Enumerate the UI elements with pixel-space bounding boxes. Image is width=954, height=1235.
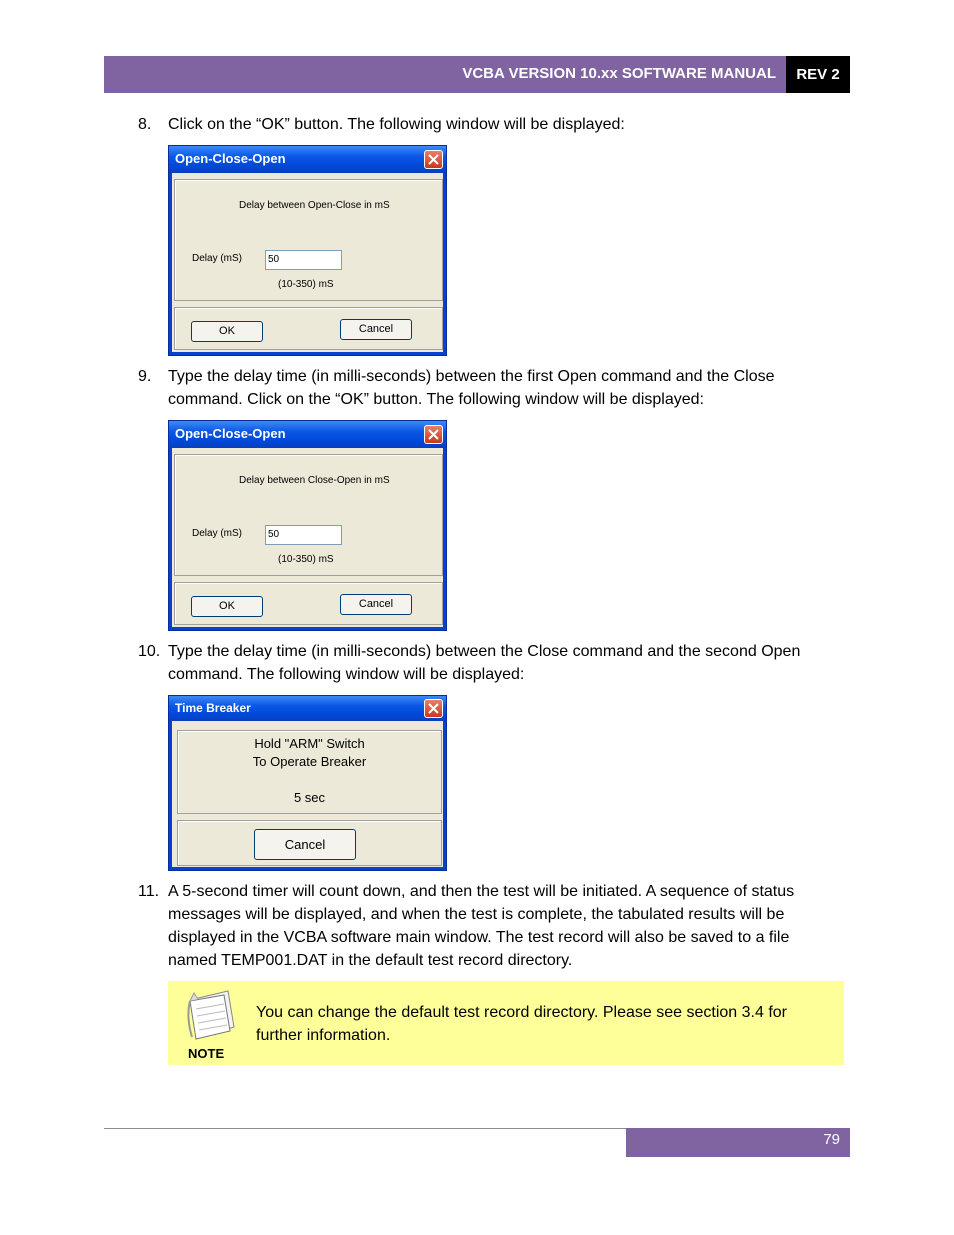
titlebar: [169, 696, 446, 721]
header-bar: [104, 56, 786, 93]
note-box: [168, 981, 844, 1065]
close-icon: [428, 703, 439, 714]
dialog-open-close-open-2: [168, 420, 447, 631]
close-button[interactable]: [424, 699, 443, 718]
close-icon: [428, 429, 439, 440]
message-panel: [177, 730, 442, 814]
range-hint: (10-350) mS: [278, 554, 334, 565]
dialog-title: Open-Close-Open: [175, 151, 286, 166]
countdown-timer: 5 sec: [293, 790, 326, 805]
page-number: 79: [823, 1131, 840, 1148]
dialog-client: [172, 448, 443, 627]
manual-title: VCBA VERSION 10.xx SOFTWARE MANUAL: [462, 65, 776, 82]
dialog-title: Time Breaker: [175, 701, 251, 715]
dialog-client: [172, 721, 443, 867]
cancel-button[interactable]: Cancel: [254, 829, 356, 860]
step-number: 9.: [138, 368, 152, 385]
note-text: You can change the default test record directory. Please see section 3.4 for further information.: [256, 1004, 787, 1044]
step-number: 11.: [138, 883, 160, 900]
button-panel: [177, 820, 442, 866]
close-button[interactable]: [424, 425, 443, 444]
button-panel: [174, 307, 443, 350]
step-9: [138, 365, 838, 411]
dialog-title: Open-Close-Open: [175, 426, 286, 441]
ok-button[interactable]: OK: [191, 596, 263, 617]
step-10: [138, 640, 838, 686]
step-text: A 5-second timer will count down, and then the test will be initiated. A sequence of status messages will be displayed, and when the test is complete, the tabulated results will be displayed in the VCBA software main window. The test record will also be saved to a file named TEMP001.DAT in the default test record directory.: [168, 883, 795, 969]
step-number: 8.: [138, 116, 152, 133]
delay-input[interactable]: 50: [265, 525, 342, 545]
button-panel: [174, 582, 443, 625]
delay-label: Delay (mS): [192, 253, 243, 264]
titlebar: [169, 421, 446, 448]
step-11: [138, 880, 838, 972]
note-label: NOTE: [188, 1046, 225, 1061]
footer-rule: [104, 1128, 626, 1129]
step-text: Type the delay time (in milli-seconds) between the first Open command and the Close command. Click on the “OK” button. The following window will be displayed:: [168, 368, 775, 408]
footer-bar: [626, 1128, 850, 1157]
cancel-button[interactable]: Cancel: [340, 319, 412, 340]
dialog-client: [172, 173, 443, 352]
delay-heading: Delay between Close-Open in mS: [239, 475, 390, 486]
message-line-2: To Operate Breaker: [252, 754, 367, 769]
revision-badge: REV 2: [786, 56, 850, 93]
notepad-icon: [180, 987, 236, 1041]
input-panel: [174, 454, 443, 576]
ok-button[interactable]: OK: [191, 321, 263, 342]
step-text: Click on the “OK” button. The following window will be displayed:: [168, 116, 625, 133]
delay-input[interactable]: 50: [265, 250, 342, 270]
close-button[interactable]: [424, 150, 443, 169]
input-panel: [174, 179, 443, 301]
step-8: [138, 113, 838, 136]
delay-heading: Delay between Open-Close in mS: [239, 200, 390, 211]
delay-label: Delay (mS): [192, 528, 243, 539]
dialog-time-breaker: [168, 695, 447, 871]
dialog-open-close-open-1: [168, 145, 447, 356]
step-number: 10.: [138, 643, 161, 660]
close-icon: [428, 154, 439, 165]
message-line-1: Hold "ARM" Switch: [254, 736, 365, 751]
titlebar: [169, 146, 446, 173]
step-text: Type the delay time (in milli-seconds) between the Close command and the second Open command. The following window will be displayed:: [168, 643, 801, 683]
cancel-button[interactable]: Cancel: [340, 594, 412, 615]
range-hint: (10-350) mS: [278, 279, 334, 290]
